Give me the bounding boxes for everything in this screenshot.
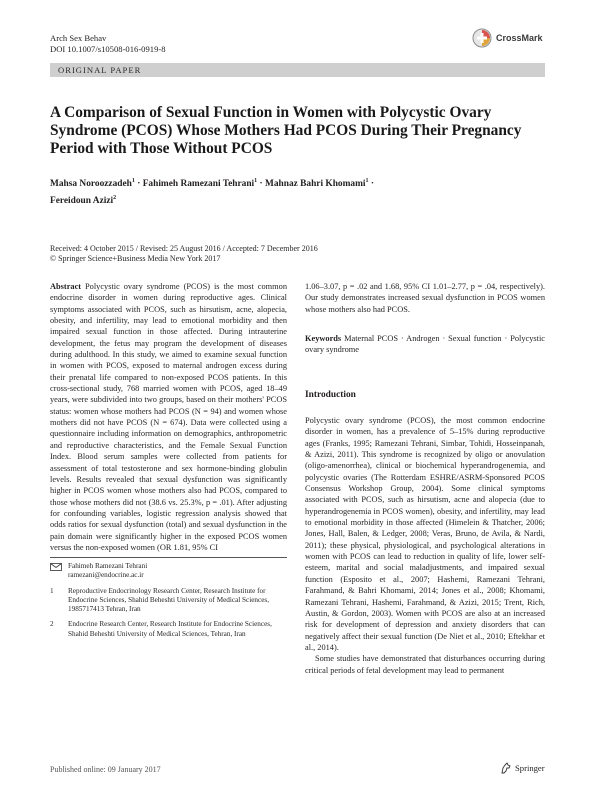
author-2[interactable]: Fahimeh Ramezani Tehrani$^1$ [142, 178, 258, 190]
springer-label: Springer [515, 763, 545, 773]
published-online: Published online: 09 January 2017 [50, 765, 161, 774]
springer-logo [500, 762, 545, 774]
abstract-continued-text: 1.06–3.07, p = .02 and 1.68, 95% CI 1.01–2.77, p = .04, respectively). Our study demonstrates increased sexual dysfunction in PCOS women whose mothers also had PCOS. [305, 282, 545, 314]
affiliation-1 [50, 587, 287, 615]
journal-name: Arch Sex Behav [50, 33, 107, 43]
footnote-divider [50, 557, 287, 558]
introduction-paragraph-1: Polycystic ovary syndrome (PCOS), the most common endocrine disorder in women, has a prevalence of 5–15% during reproductive ages (Franks, 1995; Ramezani Tehrani, Simbar, Tohidi, Hosseinpanah, & Azizi, 2011). This syndrome is recognized by oligo or anovulation (oligo-amenorrhea), clinical or biochemical hyperandrogenemia, and polycystic ovaries (The Rotterdam ESHRE/ASRM-Sponsored PCOS Consensus Workshop Group, 2004). Some clinical symptoms associated with PCOS, such as hirsutism, acne and alopecia (due to hyperandrogenemia in PCOS women), obesity, and infertility, may lead to emotional morbidity in those affected (Himelein & Thatcher, 2006; Jones, Hall, Balen, & Ledger, 2008; Veras, Bruno, de Avila, & Nardi, 2011); these physical, physiological, and psychological alterations in women with PCOS can lead to reduction in quality of life, lower self-esteem, marital and social maladjustments, and impaired sexual function (Esposito et al., 2007; Hashemi, Ramezani Tehrani, Farahmand, & Bahri Khomami, 2014; Jones et al., 2008; Khomami, Ramezani Tehrani, Hashemi, Farahmand, & Azizi, 2015; Trent, Rich, Austin, & Gordon, 2003). Women with PCOS are also at an increased risk for development of depression and anxiety disorders that can negatively affect their sexual function (De Niet et al., 2010; Eftekhar et al., 2014). [305, 416, 545, 652]
corresponding-name: Fahimeh Ramezani Tehrani [68, 562, 148, 570]
corresponding-email[interactable]: ramezani@endocrine.ac.ir [68, 571, 144, 580]
affiliation-text: Endocrine Research Center, Research Institute for Endocrine Sciences, Shahid Beheshti University of Medical Sciences, Tehran, Iran [68, 620, 272, 638]
abstract-label: Abstract [50, 282, 82, 291]
keywords-label: Keywords [305, 334, 342, 343]
author-list: Mahsa Noroozzadeh$^1$ · Fahimeh Ramezani Tehrani$^1$ · Mahnaz Bahri Khomami$^1$ · Fereidoun Azizi$^2$ [50, 178, 374, 207]
introduction-paragraph-2: Some studies have demonstrated that disturbances occurring during critical periods of fetal development may lead to permanent [305, 654, 545, 675]
article-type: ORIGINAL PAPER [58, 65, 142, 75]
abstract-continued [305, 281, 545, 315]
introduction-heading: Introduction [305, 390, 356, 400]
doi[interactable]: DOI 10.1007/s10508-016-0919-8 [50, 44, 166, 54]
crossmark-badge[interactable] [472, 28, 543, 48]
envelope-icon [50, 563, 62, 571]
footnotes [50, 562, 287, 645]
keywords [305, 333, 545, 356]
affiliation-mark: 1 [50, 586, 54, 595]
crossmark-icon [472, 28, 492, 48]
crossmark-label: CrossMark [496, 33, 543, 43]
author-3[interactable]: Mahnaz Bahri Khomami$^1$ [264, 178, 369, 190]
springer-horse-icon [500, 762, 512, 774]
affiliation-text: Reproductive Endocrinology Research Center, Research Institute for Endocrine Sciences, Shahid Beheshti University of Medical Sciences, 1985717413 Tehran, Iran [68, 586, 269, 614]
affiliation-2 [50, 620, 287, 639]
abstract-text: Polycystic ovary syndrome (PCOS) is the most common endocrine disorder in women during reproductive ages. Clinical symptoms associated with PCOS, such as hirsutism, acne, alopecia, obesity, and infertility, may lead to emotional morbidity and then impaired sexual function in those affected. During intrauterine development, the fetus may program the development of diseases during adulthood. In this study, we aimed to examine sexual function in women with PCOS, exposed to maternal androgen excess during their prenatal life compared to non-exposed PCOS patients. In this cross-sectional study, 768 married women with PCOS, aged 18–49 years, were subdivided into two groups, based on their mothers' PCOS status: women whose mothers had PCOS (N = 94) and women whose mothers did not have PCOS (N = 674). Data were collected using a questionnaire including information on demographics, anthropometric and reproductive characteristics, and the Female Sexual Function Index. Blood serum samples were collected from patients for assessment of total testosterone and sex hormone-binding globulin levels. Results revealed that sexual dysfunction was significantly higher in PCOS women whose mothers also had PCOS, compared to those whose mothers did not (38.6 vs. 25.3%, p = .01). After adjusting for confounding variables, logistic regression analysis showed that odds ratios for sexual dysfunction (total) and sexual dysfunction in the pain domain were significantly higher in the exposed PCOS women versus the non-exposed women (OR 1.81, 95% CI [50, 282, 287, 552]
corresponding-author [50, 562, 287, 581]
journal-header [50, 33, 166, 55]
copyright: © Springer Science+Business Media New York 2017 [50, 254, 221, 263]
author-4[interactable]: Fereidoun Azizi$^2$ [50, 195, 117, 207]
article-type-banner [50, 63, 545, 77]
introduction-body [305, 415, 545, 676]
article-title: A Comparison of Sexual Function in Women with Polycystic Ovary Syndrome (PCOS) Whose Mothers Had PCOS During Their Pregnancy Period with Those Without PCOS [50, 104, 522, 157]
abstract [50, 281, 287, 553]
author-1[interactable]: Mahsa Noroozzadeh$^1$ [50, 178, 135, 190]
history-dates: Received: 4 October 2015 / Revised: 25 August 2016 / Accepted: 7 December 2016 [50, 244, 318, 253]
publication-dates [50, 244, 318, 264]
keywords-text: Maternal PCOS · Androgen · Sexual function · Polycystic ovary syndrome [305, 334, 545, 355]
affiliation-mark: 2 [50, 620, 54, 629]
